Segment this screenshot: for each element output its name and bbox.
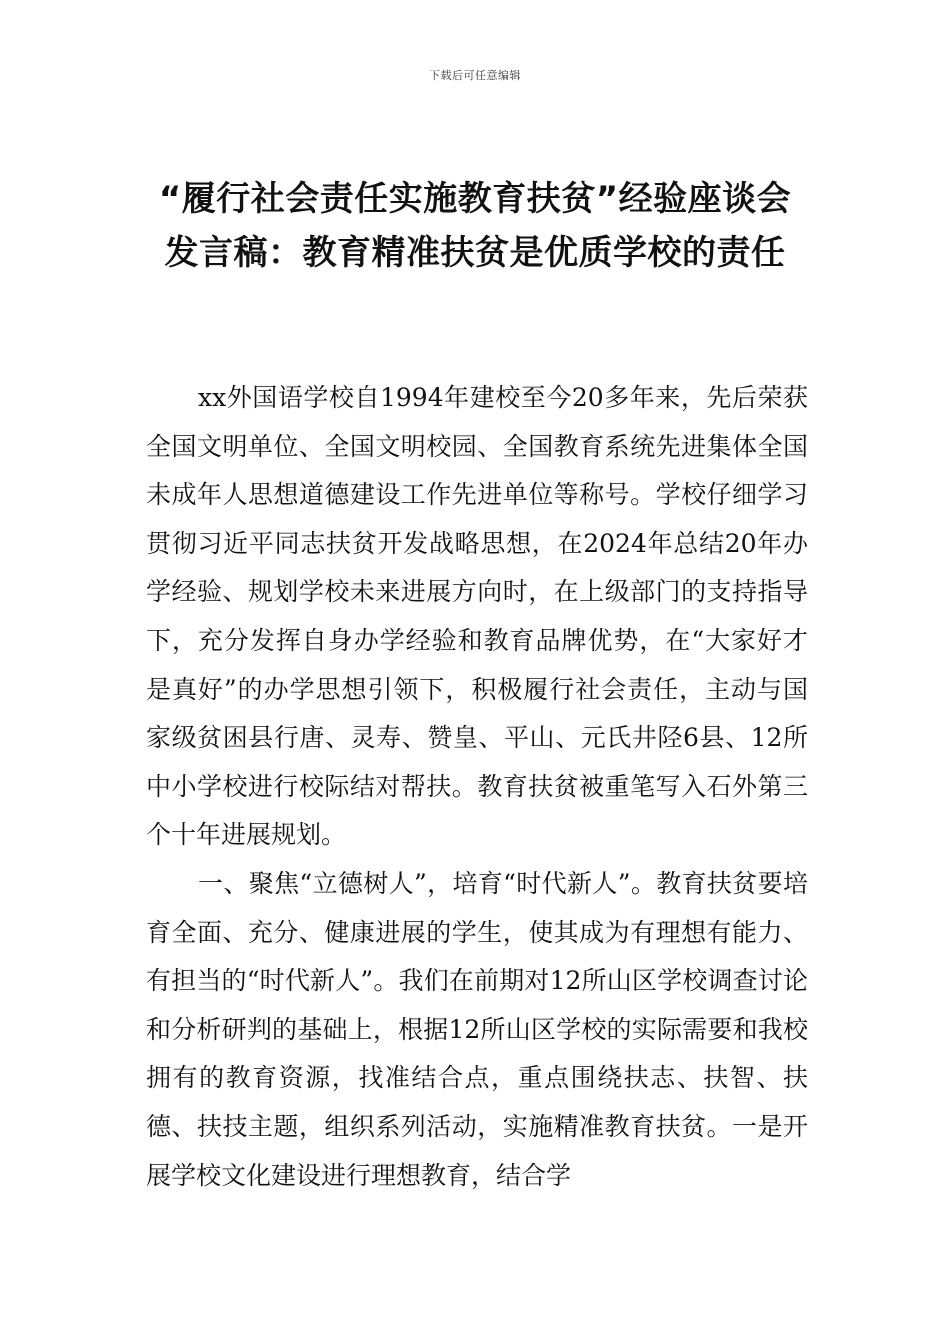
header-note: 下载后可任意编辑 [429, 69, 521, 82]
document-title: “履行社会责任实施教育扶贫”经验座谈会发言稿：教育精准扶贫是优质学校的责任 [158, 179, 792, 273]
document-body [146, 374, 808, 1200]
paragraph-intro: xx外国语学校自1994年建校至今20多年来，先后荣获全国文明单位、全国文明校园、全国教育系统先进集体全国未成年人思想道德建设工作先进单位等称号。学校仔细学习贯彻习近平同志扶贫开发战略思想，在2024年总结20年办学经验、规划学校未来进展方向时，在上级部门的支持指导下，充分发挥自身办学经验和教育品牌优势，在“大家好才是真好”的办学思想引领下，积极履行社会责任，主动与国家级贫困县行唐、灵寿、赞皇、平山、元氏井陉6县、12所中小学校进行校际结对帮扶。教育扶贫被重笔写入石外第三个十年进展规划。 [146, 383, 808, 850]
paragraph-section-one: 一、聚焦“立德树人”，培育“时代新人”。教育扶贫要培育全面、充分、健康进展的学生，使其成为有理想有能力、有担当的“时代新人”。我们在前期对12所山区学校调查讨论和分析研判的基础上，根据12所山区学校的实际需要和我校拥有的教育资源，找准结合点，重点围绕扶志、扶智、扶德、扶技主题，组织系列活动，实施精准教育扶贫。一是开展学校文化建设进行理想教育，结合学 [146, 868, 808, 1190]
